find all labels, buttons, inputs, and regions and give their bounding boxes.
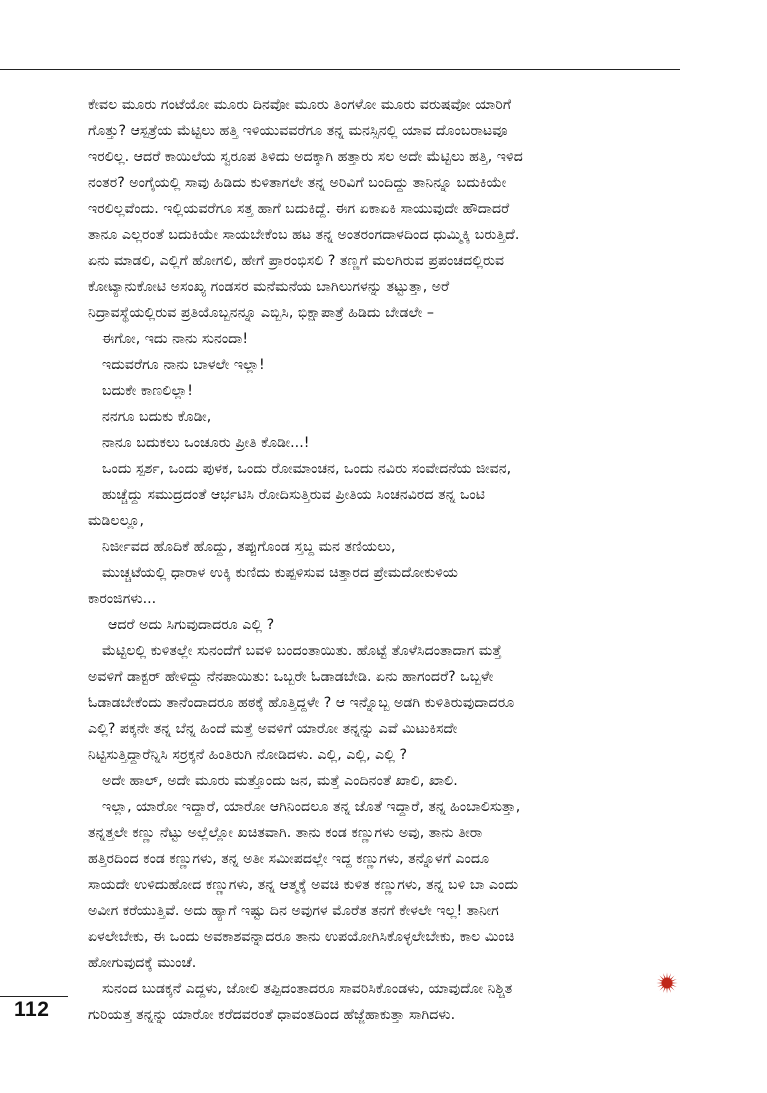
text-line: ಆದರೆ ಅದು ಸಿಗುವುದಾದರೂ ಎಲ್ಲಿ ? [108,617,275,633]
text-line: ಅದೇ ಹಾಲ್, ಅದೇ ಮೂರು ಮತ್ತೊಂದು ಜನ, ಮತ್ತೆ ಎಂದಿನಂತೆ ಖಾಲಿ, ಖಾಲಿ. [102,773,458,789]
text-line: ನನಗೂ ಬದುಕು ಕೊಡೀ, [102,409,212,425]
page-body-text [88,92,680,1028]
text-line: ಏನು ಮಾಡಲಿ, ಎಲ್ಲಿಗೆ ಹೋಗಲಿ, ಹೇಗೆ ಪ್ರಾರಂಭಿಸಲಿ ? ತಣ್ಣಗೆ ಮಲಗಿರುವ ಪ್ರಪಂಚದಲ್ಲಿರುವ [88,253,505,269]
text-line: ಈಗೋ, ಇದು ನಾನು ಸುನಂದಾ! [102,331,249,347]
text-line: ಮಡಿಲಲ್ಲೂ, [88,513,145,529]
text-line: ಅವೀಗ ಕರೆಯುತ್ತಿವೆ. ಅದು ಹ್ಯಾಗೆ ಇಷ್ಟು ದಿನ ಅವುಗಳ ಮೊರೆತ ತನಗೆ ಕೇಳಲೇ ಇಲ್ಲ! ತಾನೀಗ [88,903,499,919]
text-line: ಸಾಯದೇ ಉಳಿದುಹೋದ ಕಣ್ಣುಗಳು, ತನ್ನ ಆತ್ಮಕ್ಕೆ ಅವಚಿ ಕುಳಿತ ಕಣ್ಣುಗಳು, ತನ್ನ ಬಳಿ ಬಾ ಎಂದು [88,877,519,893]
footer-rule [0,996,68,997]
sunburst-ornament-icon [656,972,678,994]
text-line: ಒಂದು ಸ್ಪರ್ಶ, ಒಂದು ಪುಳಕ, ಒಂದು ರೋಮಾಂಚನ, ಒಂದು ನವಿರು ಸಂವೇದನೆಯ ಜೀವನ, [102,461,512,477]
text-line: ಬದುಕೇ ಕಾಣಲಿಲ್ಲಾ! [102,383,193,399]
text-line: ಇರಲಿಲ್ಲ. ಆದರೆ ಕಾಯಿಲೆಯ ಸ್ವರೂಪ ತಿಳಿದು ಅದಕ್ಕಾಗಿ ಹತ್ತಾರು ಸಲ ಅದೇ ಮೆಟ್ಟಿಲು ಹತ್ತಿ, ಇಳಿದ [88,149,523,165]
text-line: ಓಡಾಡಬೇಕೆಂದು ತಾನೆಂದಾದರೂ ಹಠಕ್ಕೆ ಹೊತ್ತಿದ್ದಳೇ ? ಆ ಇನ್ನೊಬ್ಬ ಅಡಗಿ ಕುಳಿತಿರುವುದಾದರೂ [88,695,515,711]
text-line: ಇಲ್ಲಾ, ಯಾರೋ ಇದ್ದಾರೆ, ಯಾರೋ ಆಗಿನಿಂದಲೂ ತನ್ನ ಜೊತೆ ಇದ್ದಾರೆ, ತನ್ನ ಹಿಂಬಾಲಿಸುತ್ತಾ, [102,799,521,815]
text-line: ಕಾರಂಜಿಗಳು... [88,591,157,607]
text-line: ನಂತರ? ಅಂಗೈಯಲ್ಲಿ ಸಾವು ಹಿಡಿದು ಕುಳಿತಾಗಲೇ ತನ್ನ ಅರಿವಿಗೆ ಬಂದಿದ್ದು ತಾನಿನ್ನೂ ಬದುಕಿಯೇ [88,175,507,191]
text-line: ಕೇವಲ ಮೂರು ಗಂಟೆಯೋ ಮೂರು ದಿನವೋ ಮೂರು ತಿಂಗಳೋ ಮೂರು ವರುಷವೋ ಯಾರಿಗೆ [88,97,512,113]
text-line: ಗುರಿಯತ್ತ ತನ್ನನ್ನು ಯಾರೋ ಕರೆದವರಂತೆ ಧಾವಂತದಿಂದ ಹೆಜ್ಜೆಹಾಕುತ್ತಾ ಸಾಗಿದಳು. [88,1007,456,1023]
text-line: ಸುನಂದ ಬುಡಕ್ಕನೆ ಎದ್ದಳು, ಜೋಲಿ ತಪ್ಪಿದಂತಾದರೂ ಸಾವರಿಸಿಕೊಂಡಳು, ಯಾವುದೋ ನಿಶ್ಚಿತ [102,981,513,997]
text-line: ಹೋಗುವುದಕ್ಕೆ ಮುಂಚೆ. [88,955,197,971]
text-line: ಎಲ್ಲಿ? ಪಕ್ಕನೇ ತನ್ನ ಬೆನ್ನ ಹಿಂದೆ ಮತ್ತೆ ಅವಳಿಗೆ ಯಾರೋ ತನ್ನನ್ನು ಎವೆ ಮಿಟುಕಿಸದೇ [88,721,458,737]
text-line: ಇರಲಿಲ್ಲವೆಂದು. ಇಲ್ಲಿಯವರೆಗೂ ಸತ್ತ ಹಾಗೆ ಬದುಕಿದ್ದೆ. ಈಗ ಏಕಾಏಕಿ ಸಾಯುವುದೇ ಹೌದಾದರೆ [88,201,510,217]
text-line: ಹತ್ತಿರದಿಂದ ಕಂಡ ಕಣ್ಣುಗಳು, ತನ್ನ ಅತೀ ಸಮೀಪದಲ್ಲೇ ಇದ್ದ ಕಣ್ಣುಗಳು, ತನ್ನೊಳಗೆ ಎಂದೂ [88,851,490,867]
text-line: ನಿದ್ರಾವಸ್ಥೆಯಲ್ಲಿರುವ ಪ್ರತಿಯೊಬ್ಬನನ್ನೂ ಎಬ್ಬಿಸಿ, ಭಿಕ್ಷಾಪಾತ್ರೆ ಹಿಡಿದು ಬೇಡಲೇ – [88,305,434,321]
text-line: ಮುಚ್ಚಟೆಯಲ್ಲಿ ಧಾರಾಳ ಉಕ್ಕಿ ಕುಣಿದು ಕುಪ್ಪಳಿಸುವ ಚಿತ್ತಾರದ ಪ್ರೇಮದೋಕುಳಿಯ [102,565,459,581]
header-rule [0,69,680,70]
text-line: ನಿಟ್ಟಿಸುತ್ತಿದ್ದಾರೆನ್ನಿಸಿ ಸರ್ರಕ್ಕನೆ ಹಿಂತಿರುಗಿ ನೋಡಿದಳು. ಎಲ್ಲಿ, ಎಲ್ಲಿ, ಎಲ್ಲಿ ? [88,747,408,763]
text-line: ತಾನೂ ಎಲ್ಲರಂತೆ ಬದುಕಿಯೇ ಸಾಯಬೇಕೆಂಬ ಹಟ ತನ್ನ ಅಂತರಂಗದಾಳದಿಂದ ಧುಮ್ಮಿಕ್ಕಿ ಬರುತ್ತಿದೆ. [88,227,520,243]
text-line: ನಿರ್ಜೀವದ ಹೊದಿಕೆ ಹೊದ್ದು, ತಪ್ಪುಗೊಂಡ ಸ್ತಬ್ದ ಮನ ತಣಿಯಲು, [102,539,396,555]
text-line: ಮೆಟ್ಟಿಲಲ್ಲಿ ಕುಳಿತಲ್ಲೇ ಸುನಂದೆಗೆ ಬವಳಿ ಬಂದಂತಾಯಿತು. ಹೊಟ್ಟೆ ತೊಳೆಸಿದಂತಾದಾಗ ಮತ್ತೆ [102,643,502,659]
text-line: ಅವಳಿಗೆ ಡಾಕ್ಟರ್ ಹೇಳಿದ್ದು ನೆನಪಾಯಿತು: ಒಬ್ಬರೇ ಓಡಾಡಬೇಡಿ. ಏನು ಹಾಗಂದರೆ? ಒಬ್ಬಳೇ [88,669,494,685]
text-line: ಹುಚ್ಚೆದ್ದು ಸಮುದ್ರದಂತೆ ಆರ್ಭಟಿಸಿ ರೋದಿಸುತ್ತಿರುವ ಪ್ರೀತಿಯ ಸಿಂಚನವಿರದ ತನ್ನ ಒಂಟಿ [102,487,486,503]
text-line: ಕೋಟ್ಯಾನುಕೋಟಿ ಅಸಂಖ್ಯ ಗಂಡಸರ ಮನೆಮನೆಯ ಬಾಗಿಲುಗಳನ್ನು ತಟ್ಟುತ್ತಾ, ಅರೆ [88,279,450,295]
text-line: ಏಳಲೇಬೇಕು, ಈ ಒಂದು ಅವಕಾಶವನ್ನಾದರೂ ತಾನು ಉಪಯೋಗಿಸಿಕೊಳ್ಳಲೇಬೇಕು, ಕಾಲ ಮಿಂಚಿ [88,929,515,945]
text-line: ತನ್ನತ್ತಲೇ ಕಣ್ಣು ನೆಟ್ಟು ಅಲ್ಲೆಲ್ಲೋ ಖಚಿತವಾಗಿ. ತಾನು ಕಂಡ ಕಣ್ಣುಗಳು ಅವು, ತಾನು ತೀರಾ [88,825,483,841]
page-number: 112 [14,998,50,1021]
text-line: ಇದುವರೆಗೂ ನಾನು ಬಾಳಲೇ ಇಲ್ಲಾ! [102,357,265,373]
text-line: ಗೊತ್ತು? ಆಸ್ಪತ್ರೆಯ ಮೆಟ್ಟಿಲು ಹತ್ತಿ ಇಳಿಯುವವರೆಗೂ ತನ್ನ ಮನಸ್ಸಿನಲ್ಲಿ ಯಾವ ದೊಂಬರಾಟವೂ [88,123,508,139]
text-line: ನಾನೂ ಬದುಕಲು ಒಂಚೂರು ಪ್ರೀತಿ ಕೊಡೀ...! [102,435,310,451]
